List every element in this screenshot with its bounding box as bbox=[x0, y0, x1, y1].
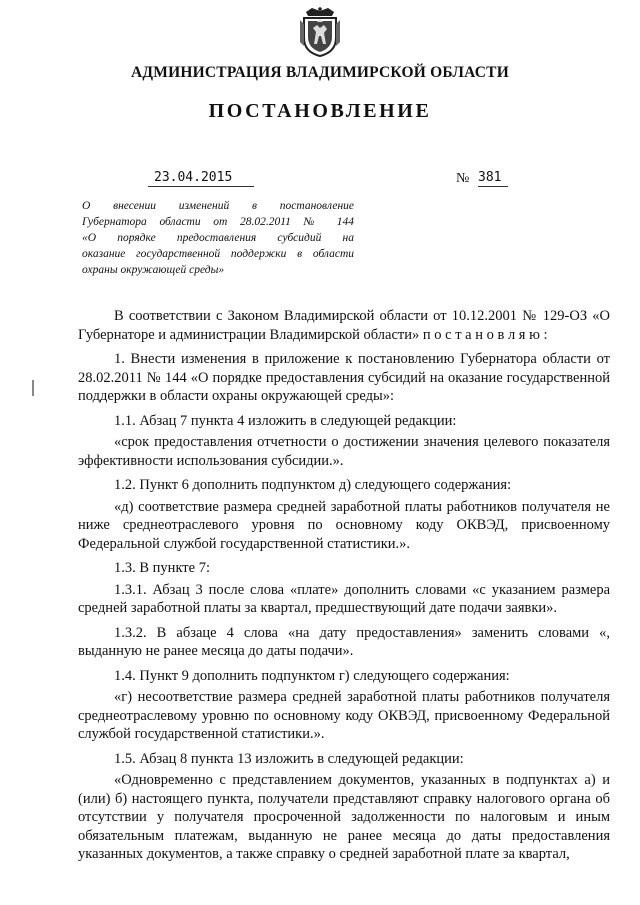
margin-mark bbox=[32, 380, 34, 396]
number-label: № bbox=[456, 171, 470, 186]
document-type: ПОСТАНОВЛЕНИЕ bbox=[208, 100, 432, 122]
document-number: 381 bbox=[478, 170, 508, 187]
subject-line: охраны окружающей среды» bbox=[82, 264, 225, 276]
paragraph: 1.3.2. В абзаце 4 слова «на дату предоставления» заменить словами «, выданную не ранее месяца до даты подачи». bbox=[78, 624, 610, 659]
paragraph: В соответствии с Законом Владимирской области от 10.12.2001 № 129-ОЗ «О Губернаторе и администрации Владимирской области» п о с т а н о в л я ю : bbox=[78, 308, 610, 343]
paragraph: 1.3.1. Абзац 3 после слова «плате» дополнить словами «с указанием размера средней заработной платы за квартал, предшествующий дате подачи заявки». bbox=[78, 581, 610, 616]
subject-line: О внесении изменений в постановление bbox=[82, 200, 354, 212]
document-subject bbox=[82, 198, 354, 278]
paragraph: «г) несоответствие размера средней заработной платы работников получателя среднеотраслевому уровню по основному коду ОКВЭД, присвоенному Федеральной службой государственной статистики.». bbox=[78, 689, 610, 742]
document-body bbox=[78, 307, 610, 870]
subject-line: Губернатора области от 28.02.2011 № 144 bbox=[82, 216, 354, 228]
paragraph: «Одновременно с представлением документов, указанных в подпунктах а) и (или) б) настоящего пункта, получатели представляют справку налогового органа об отсутствии у получателя просроченной задолженности по налоговым и иным обязательным платежам, выданную не ранее месяца до даты предоставления указанных документов, а также справку о средней заработной плате за квартал, bbox=[78, 772, 610, 862]
paragraph: 1. Внести изменения в приложение к постановлению Губернатора области от 28.02.2011 № 144 «О порядке предоставления субсидий на оказание государственной поддержки в области охраны окружающей среды»: bbox=[78, 351, 610, 404]
document-date: 23.04.2015 bbox=[148, 170, 254, 187]
coat-of-arms-icon bbox=[298, 6, 342, 58]
subject-line: оказание государственной поддержки в области bbox=[82, 248, 354, 260]
paragraph: 1.5. Абзац 8 пункта 13 изложить в следующей редакции: bbox=[114, 750, 464, 767]
paragraph: 1.4. Пункт 9 дополнить подпунктом г) следующего содержания: bbox=[114, 667, 510, 684]
paragraph: «срок предоставления отчетности о достижении значения целевого показателя эффективности использования субсидии.». bbox=[78, 434, 610, 469]
paragraph: «д) соответствие размера средней заработной платы работников получателя не ниже среднеотраслевого уровня по основному коду ОКВЭД, присвоенному Федеральной службой государственной статистики.». bbox=[78, 498, 610, 552]
subject-line: «О порядке предоставления субсидий на bbox=[82, 232, 354, 244]
organization-name: АДМИНИСТРАЦИЯ ВЛАДИМИРСКОЙ ОБЛАСТИ bbox=[131, 64, 509, 81]
paragraph: 1.1. Абзац 7 пункта 4 изложить в следующей редакции: bbox=[114, 412, 457, 429]
paragraph: 1.3. В пункте 7: bbox=[114, 560, 210, 576]
paragraph: 1.2. Пункт 6 дополнить подпунктом д) следующего содержания: bbox=[114, 477, 512, 493]
